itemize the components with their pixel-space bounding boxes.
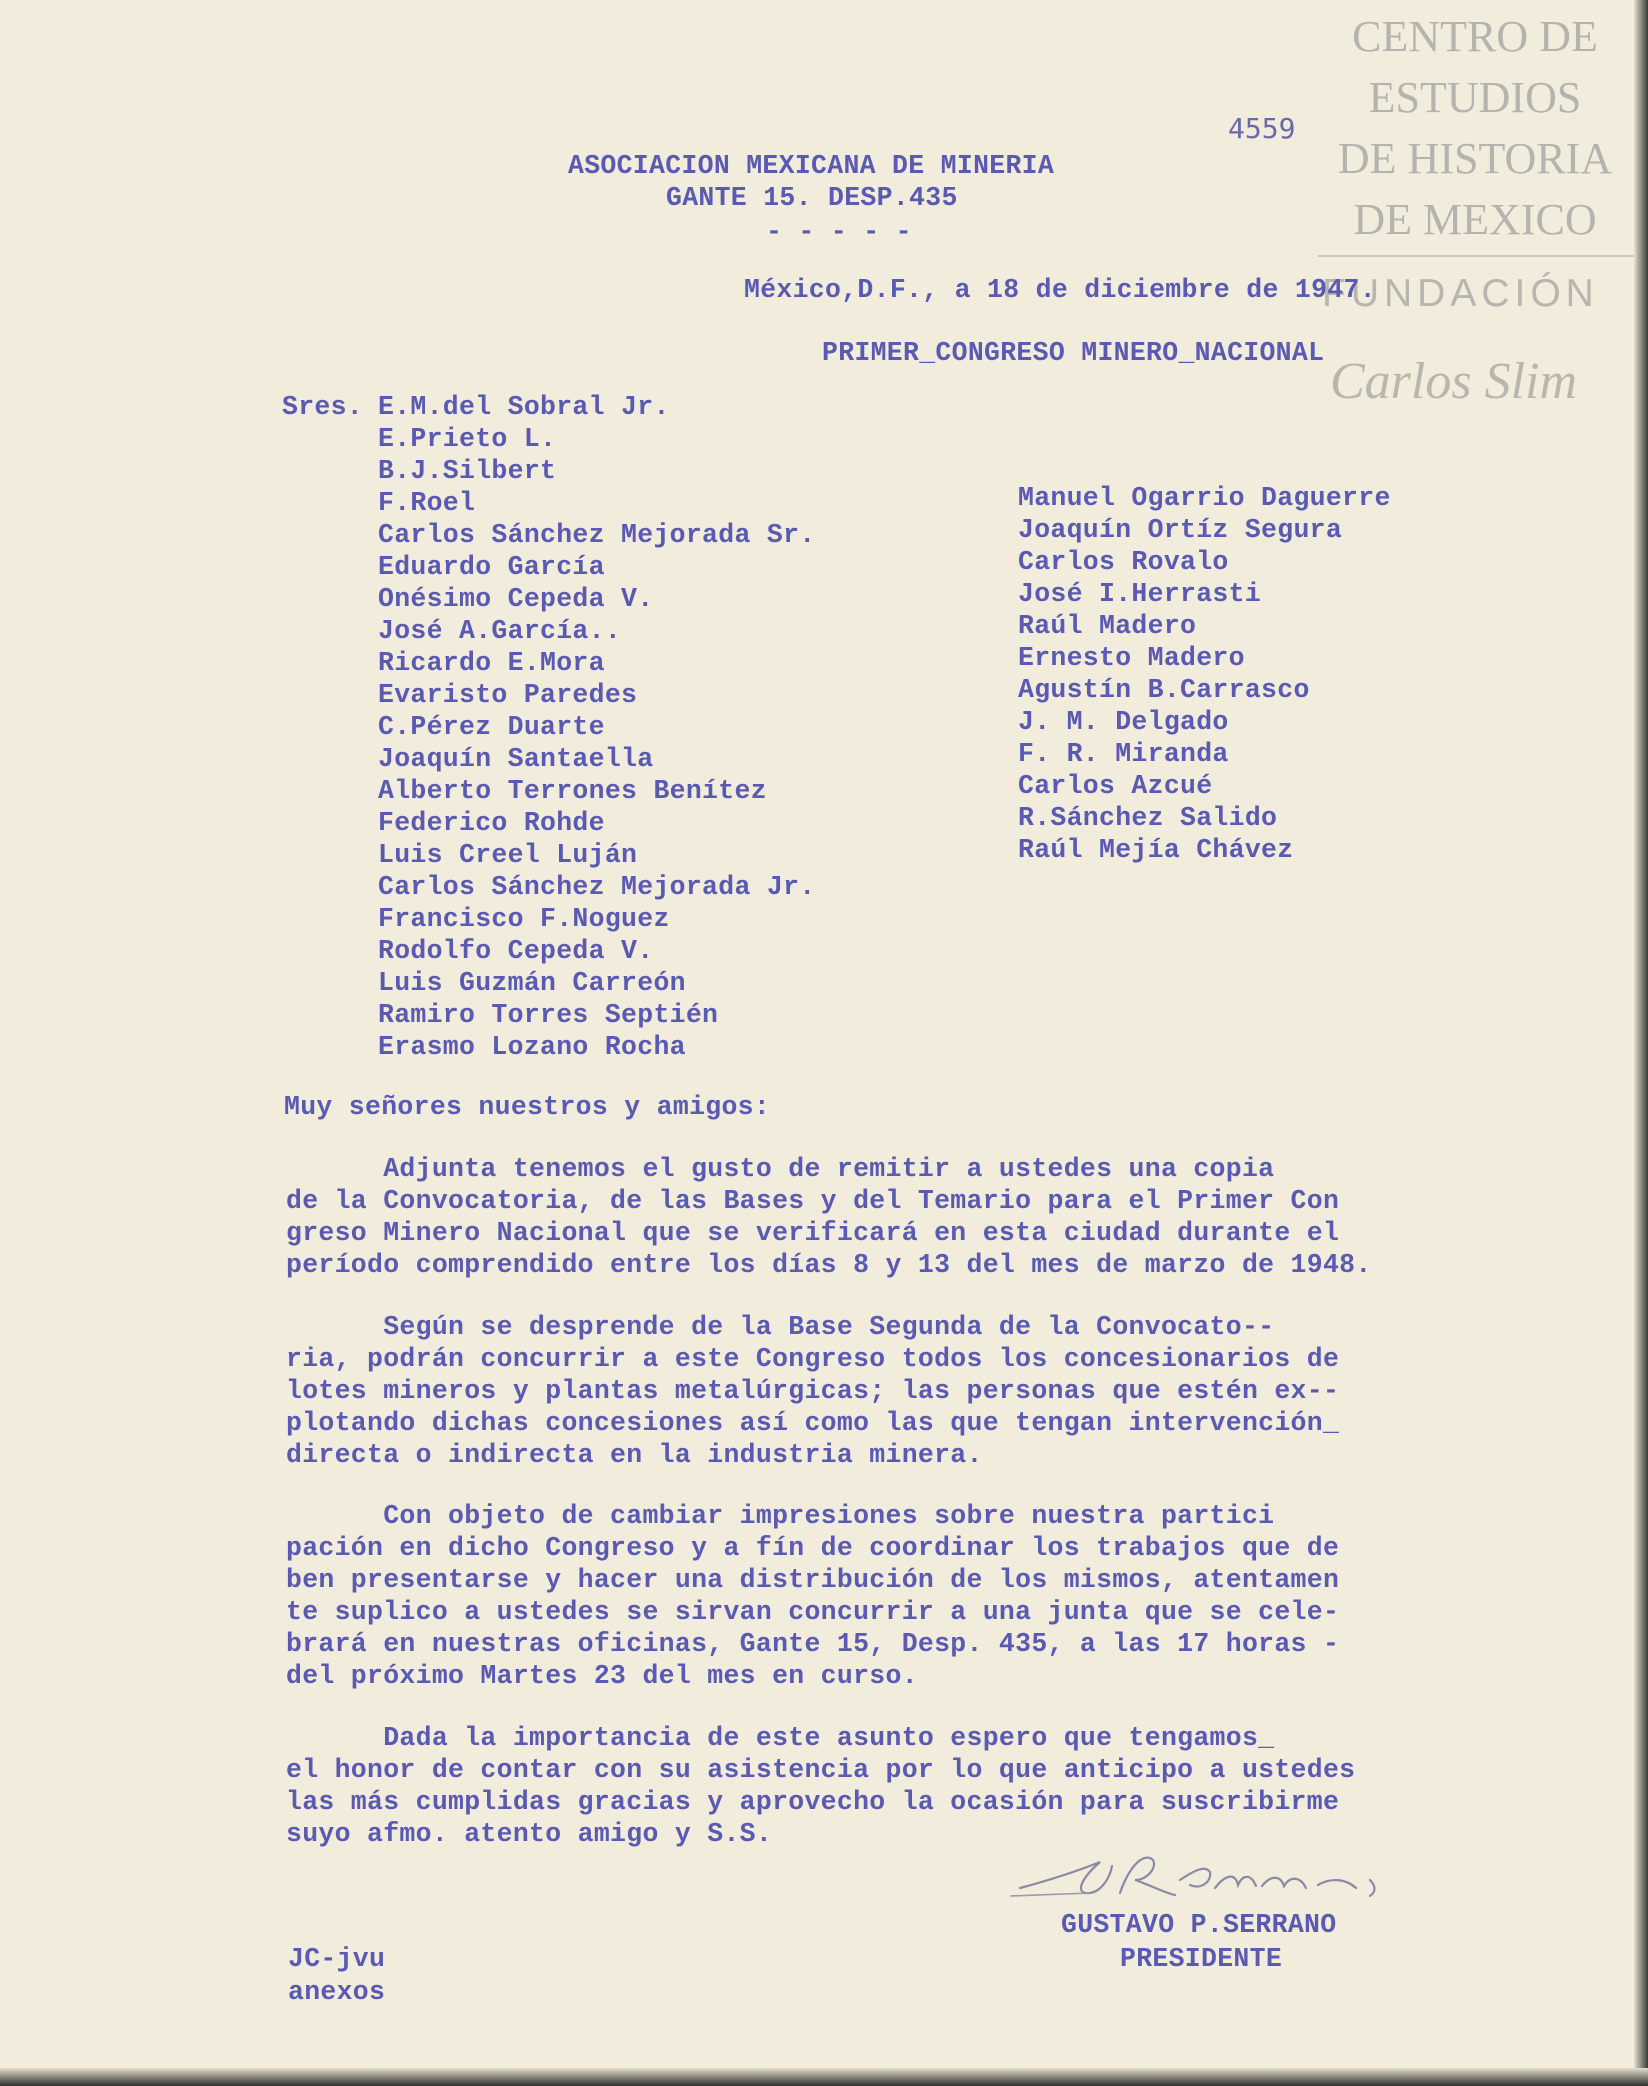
body-line: lotes mineros y plantas metalúrgicas; las personas que estén ex--: [286, 1376, 1340, 1406]
body-line: período comprendido entre los días 8 y 13 del mes de marzo de 1948.: [286, 1250, 1372, 1280]
body-line: Dada la importancia de este asunto espero que tengamos_: [286, 1723, 1275, 1753]
recipient-name: Joaquín Ortíz Segura: [1018, 515, 1343, 545]
recipient-name: Luis Guzmán Carreón: [378, 968, 686, 998]
recipient-name: Carlos Sánchez Mejorada Sr.: [378, 520, 816, 550]
greeting: Muy señores nuestros y amigos:: [284, 1092, 771, 1122]
body-line: Con objeto de cambiar impresiones sobre nuestra partici: [286, 1501, 1275, 1531]
watermark-line-1: CENTRO DE: [1352, 12, 1598, 61]
recipient-name: E.Prieto L.: [378, 424, 557, 454]
org-name: ASOCIACION MEXICANA DE MINERIA: [568, 151, 1055, 181]
body-line: suyo afmo. atento amigo y S.S.: [286, 1819, 773, 1849]
recipient-name: Ricardo E.Mora: [378, 648, 605, 678]
date-line: México,D.F., a 18 de diciembre de 1947.: [744, 275, 1376, 305]
body-line: te suplico a ustedes se sirvan concurrir a una junta que se cele-: [286, 1597, 1340, 1627]
signer-name: GUSTAVO P.SERRANO: [1061, 1910, 1337, 1940]
body-line: ben presentarse y hacer una distribución de los mismos, atentamen: [286, 1565, 1340, 1595]
recipient-name: Luis Creel Luján: [378, 840, 638, 870]
typist-initials: JC-jvu: [288, 1944, 386, 1974]
recipient-name: B.J.Silbert: [378, 456, 557, 486]
watermark-line-3: DE HISTORIA: [1337, 134, 1613, 183]
letterhead-divider: - - - - -: [766, 217, 912, 247]
signer-title: PRESIDENTE: [1120, 1944, 1283, 1974]
body-line: de la Convocatoria, de las Bases y del Temario para el Primer Con: [286, 1186, 1340, 1216]
body-line: Adjunta tenemos el gusto de remitir a ustedes una copia: [286, 1154, 1275, 1184]
body-line: las más cumplidas gracias y aprovecho la ocasión para suscribirme: [286, 1787, 1340, 1817]
recipient-name: Rodolfo Cepeda V.: [378, 936, 654, 966]
recipient-name: Ramiro Torres Septién: [378, 1000, 719, 1030]
recipient-name: Eduardo García: [378, 552, 605, 582]
recipient-name: Joaquín Santaella: [378, 744, 654, 774]
body-line: pación en dicho Congreso y a fín de coordinar los trabajos que de: [286, 1533, 1340, 1563]
recipient-name: Federico Rohde: [378, 808, 605, 838]
recipient-name: Onésimo Cepeda V.: [378, 584, 654, 614]
watermark-foundation: FUNDACIÓN: [1322, 272, 1599, 315]
body-line: brará en nuestras oficinas, Gante 15, Desp. 435, a las 17 horas -: [286, 1629, 1340, 1659]
watermark-line-2: ESTUDIOS: [1368, 73, 1582, 122]
recipient-name: Agustín B.Carrasco: [1018, 675, 1310, 705]
recipient-name: C.Pérez Duarte: [378, 712, 605, 742]
recipient-name: Francisco F.Noguez: [378, 904, 670, 934]
salutation-prefix: Sres.: [282, 392, 364, 422]
recipient-name: Ernesto Madero: [1018, 643, 1245, 673]
page-edge-shadow: [0, 2068, 1648, 2086]
recipient-name: José A.García..: [378, 616, 622, 646]
recipient-name: Manuel Ogarrio Daguerre: [1018, 483, 1391, 513]
recipient-name: J. M. Delgado: [1018, 707, 1229, 737]
enclosures-note: anexos: [288, 1977, 386, 2007]
recipient-name: Erasmo Lozano Rocha: [378, 1032, 686, 1062]
recipient-name: Carlos Rovalo: [1018, 547, 1229, 577]
body-line: el honor de contar con su asistencia por lo que anticipo a ustedes: [286, 1755, 1356, 1785]
recipient-name: F.Roel: [378, 488, 476, 518]
body-line: plotando dichas concesiones así como las que tengan intervención_: [286, 1408, 1340, 1438]
body-line: directa o indirecta en la industria minera.: [286, 1440, 983, 1470]
watermark-line-4: DE MEXICO: [1353, 195, 1597, 244]
recipient-name: Raúl Mejía Chávez: [1018, 835, 1294, 865]
recipient-name: E.M.del Sobral Jr.: [378, 392, 670, 422]
body-line: ria, podrán concurrir a este Congreso todos los concesionarios de: [286, 1344, 1340, 1374]
org-address: GANTE 15. DESP.435: [666, 183, 958, 213]
recipient-name: Carlos Sánchez Mejorada Jr.: [378, 872, 816, 902]
body-line: del próximo Martes 23 del mes en curso.: [286, 1661, 918, 1691]
recipient-name: F. R. Miranda: [1018, 739, 1229, 769]
recipient-name: Carlos Azcué: [1018, 771, 1213, 801]
recipient-name: José I.Herrasti: [1018, 579, 1262, 609]
recipient-name: R.Sánchez Salido: [1018, 803, 1278, 833]
recipient-name: Alberto Terrones Benítez: [378, 776, 767, 806]
page-edge-shadow: [1634, 0, 1648, 2086]
watermark-signature: Carlos Slim: [1330, 353, 1578, 410]
recipient-name: Evaristo Paredes: [378, 680, 638, 710]
body-line: greso Minero Nacional que se verificará en esta ciudad durante el: [286, 1218, 1340, 1248]
subject-line: PRIMER_CONGRESO MINERO_NACIONAL: [822, 338, 1325, 368]
stamp-number: 4559: [1228, 112, 1296, 145]
recipient-name: Raúl Madero: [1018, 611, 1197, 641]
body-line: Según se desprende de la Base Segunda de la Convocato--: [286, 1312, 1275, 1342]
